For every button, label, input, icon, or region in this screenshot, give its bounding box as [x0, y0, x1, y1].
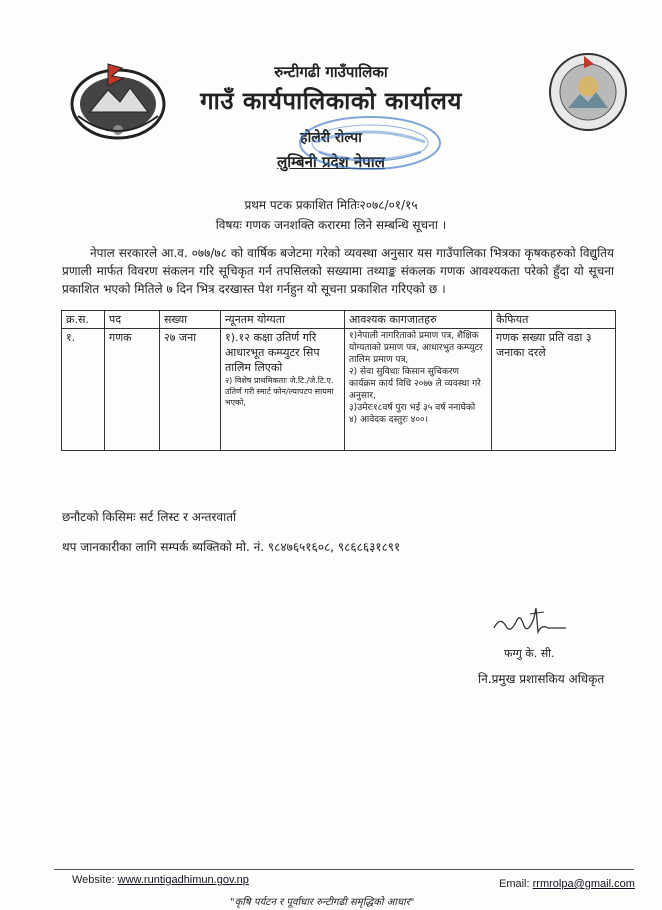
notice-subject: विषयः गणक जनशक्ति करारमा लिने सम्बन्धि सूचना ।: [215, 218, 447, 232]
header-post: पद: [105, 311, 160, 329]
footer-divider: [54, 869, 634, 870]
table-header-row: [62, 311, 616, 329]
table-row: [62, 329, 616, 451]
header-qualification: न्यूनतम योग्यता: [221, 311, 345, 329]
municipality-name: रुन्टीगढी गाउँपालिका: [274, 63, 388, 81]
publish-date: प्रथम पटक प्रकाशित मितिः२०७८/०१/१५: [244, 198, 418, 212]
cell-count: २७ जना: [160, 329, 221, 451]
document-item: २) सेवा सुविधाः किसान सुचिकरण कार्यक्रम कार्य विधि २०७७ ले व्यवस्था गरे अनुसार,: [349, 367, 481, 401]
signatory-title: नि.प्रमुख प्रशासकिय अधिकृत: [478, 672, 605, 686]
cell-remarks: [492, 329, 616, 451]
notice-body: नेपाल सरकारले आ.व. ०७७/७८ को वार्षिक बजेटमा गरेको व्यवस्था अनुसार यस गाउँपालिका भित्रका कृषकहरुको विद्युतिय प्रणाली मार्फत विवरण संकलन गरि सूचिकृत गर्न तपसिलको सख्यामा तथ्याङ्क संकलक गणक आवश्यकता परेको हुँदा यो सूचना प्रकाशित भएको मितिले ७ दिन भित्र दरखास्त पेश गर्नहुन यो सूचना प्रकाशित गरिएको छ ।: [62, 246, 614, 296]
document-item: १)नेपाली नागरिताको प्रमाण पत्र, शैक्षिक योग्यताको प्रमाण पत्र, आधारभुत कम्प्युटर तालिम प्रमाण पत्र,: [349, 331, 483, 365]
website-link[interactable]: www.runtigadhimun.gov.np: [117, 874, 249, 886]
email-label: Email:: [499, 878, 530, 890]
footer-motto: "कृषि पर्यटन र पूर्वाधार रुन्टीगढी समृद्धिको आधार": [230, 897, 415, 908]
office-name: गाउँ कार्यपालिकाको कार्यालय: [200, 87, 462, 115]
document-item: ३)उमेरः१८वर्ष पुरा भई ३५ वर्ष ननाघेको: [349, 403, 476, 413]
signature: [490, 604, 570, 640]
cell-post: गणक: [105, 329, 160, 451]
signatory-name: फग्गु के. सी.: [504, 647, 555, 660]
cell-qualification: [221, 329, 345, 451]
qualification-main: १).१२ कक्षा उतिर्ण गरि आधारभूत कम्प्युटर सिप तालिम लिएको: [225, 331, 320, 374]
document-item: ४) आवेदक दस्तुरः ४००।: [349, 415, 429, 425]
cell-documents: [345, 329, 492, 451]
vacancy-table: [61, 310, 616, 451]
email-link[interactable]: rrmrolpa@gmail.com: [532, 878, 635, 890]
footer-website: [72, 874, 249, 886]
contact-info: थप जानकारीका लागि सम्पर्क ब्यक्तिको मो. नं. ९८४७६५१६०८, ९८६८६३१८९१: [62, 540, 401, 554]
header-documents: आवश्यक कागजातहरु: [345, 311, 492, 329]
header-sn: क्र.स.: [62, 311, 105, 329]
office-address: होलेरी रोल्पा: [300, 130, 362, 146]
remarks-text: गणक सख्या प्रति वडा ३ जनाका दरले: [496, 331, 592, 359]
office-stamp: [285, 112, 455, 174]
header-count: सख्या: [160, 311, 221, 329]
header-remarks: कैफियत: [492, 311, 616, 329]
qualification-extra: २) विशेष प्राथमिकताः जे.टि./जे.टि.ए. उतिर्ण गरी स्मार्ट फोन/ल्यापटप सायमा भएको,: [225, 376, 334, 407]
footer-email: [499, 878, 635, 890]
selection-method: छनौटको किसिमः सर्ट लिस्ट र अन्तरवार्ता: [62, 510, 237, 524]
website-label: Website:: [72, 874, 115, 886]
province-name: लुम्बिनी प्रदेश नेपाल: [277, 153, 385, 171]
cell-sn: १.: [62, 329, 105, 451]
